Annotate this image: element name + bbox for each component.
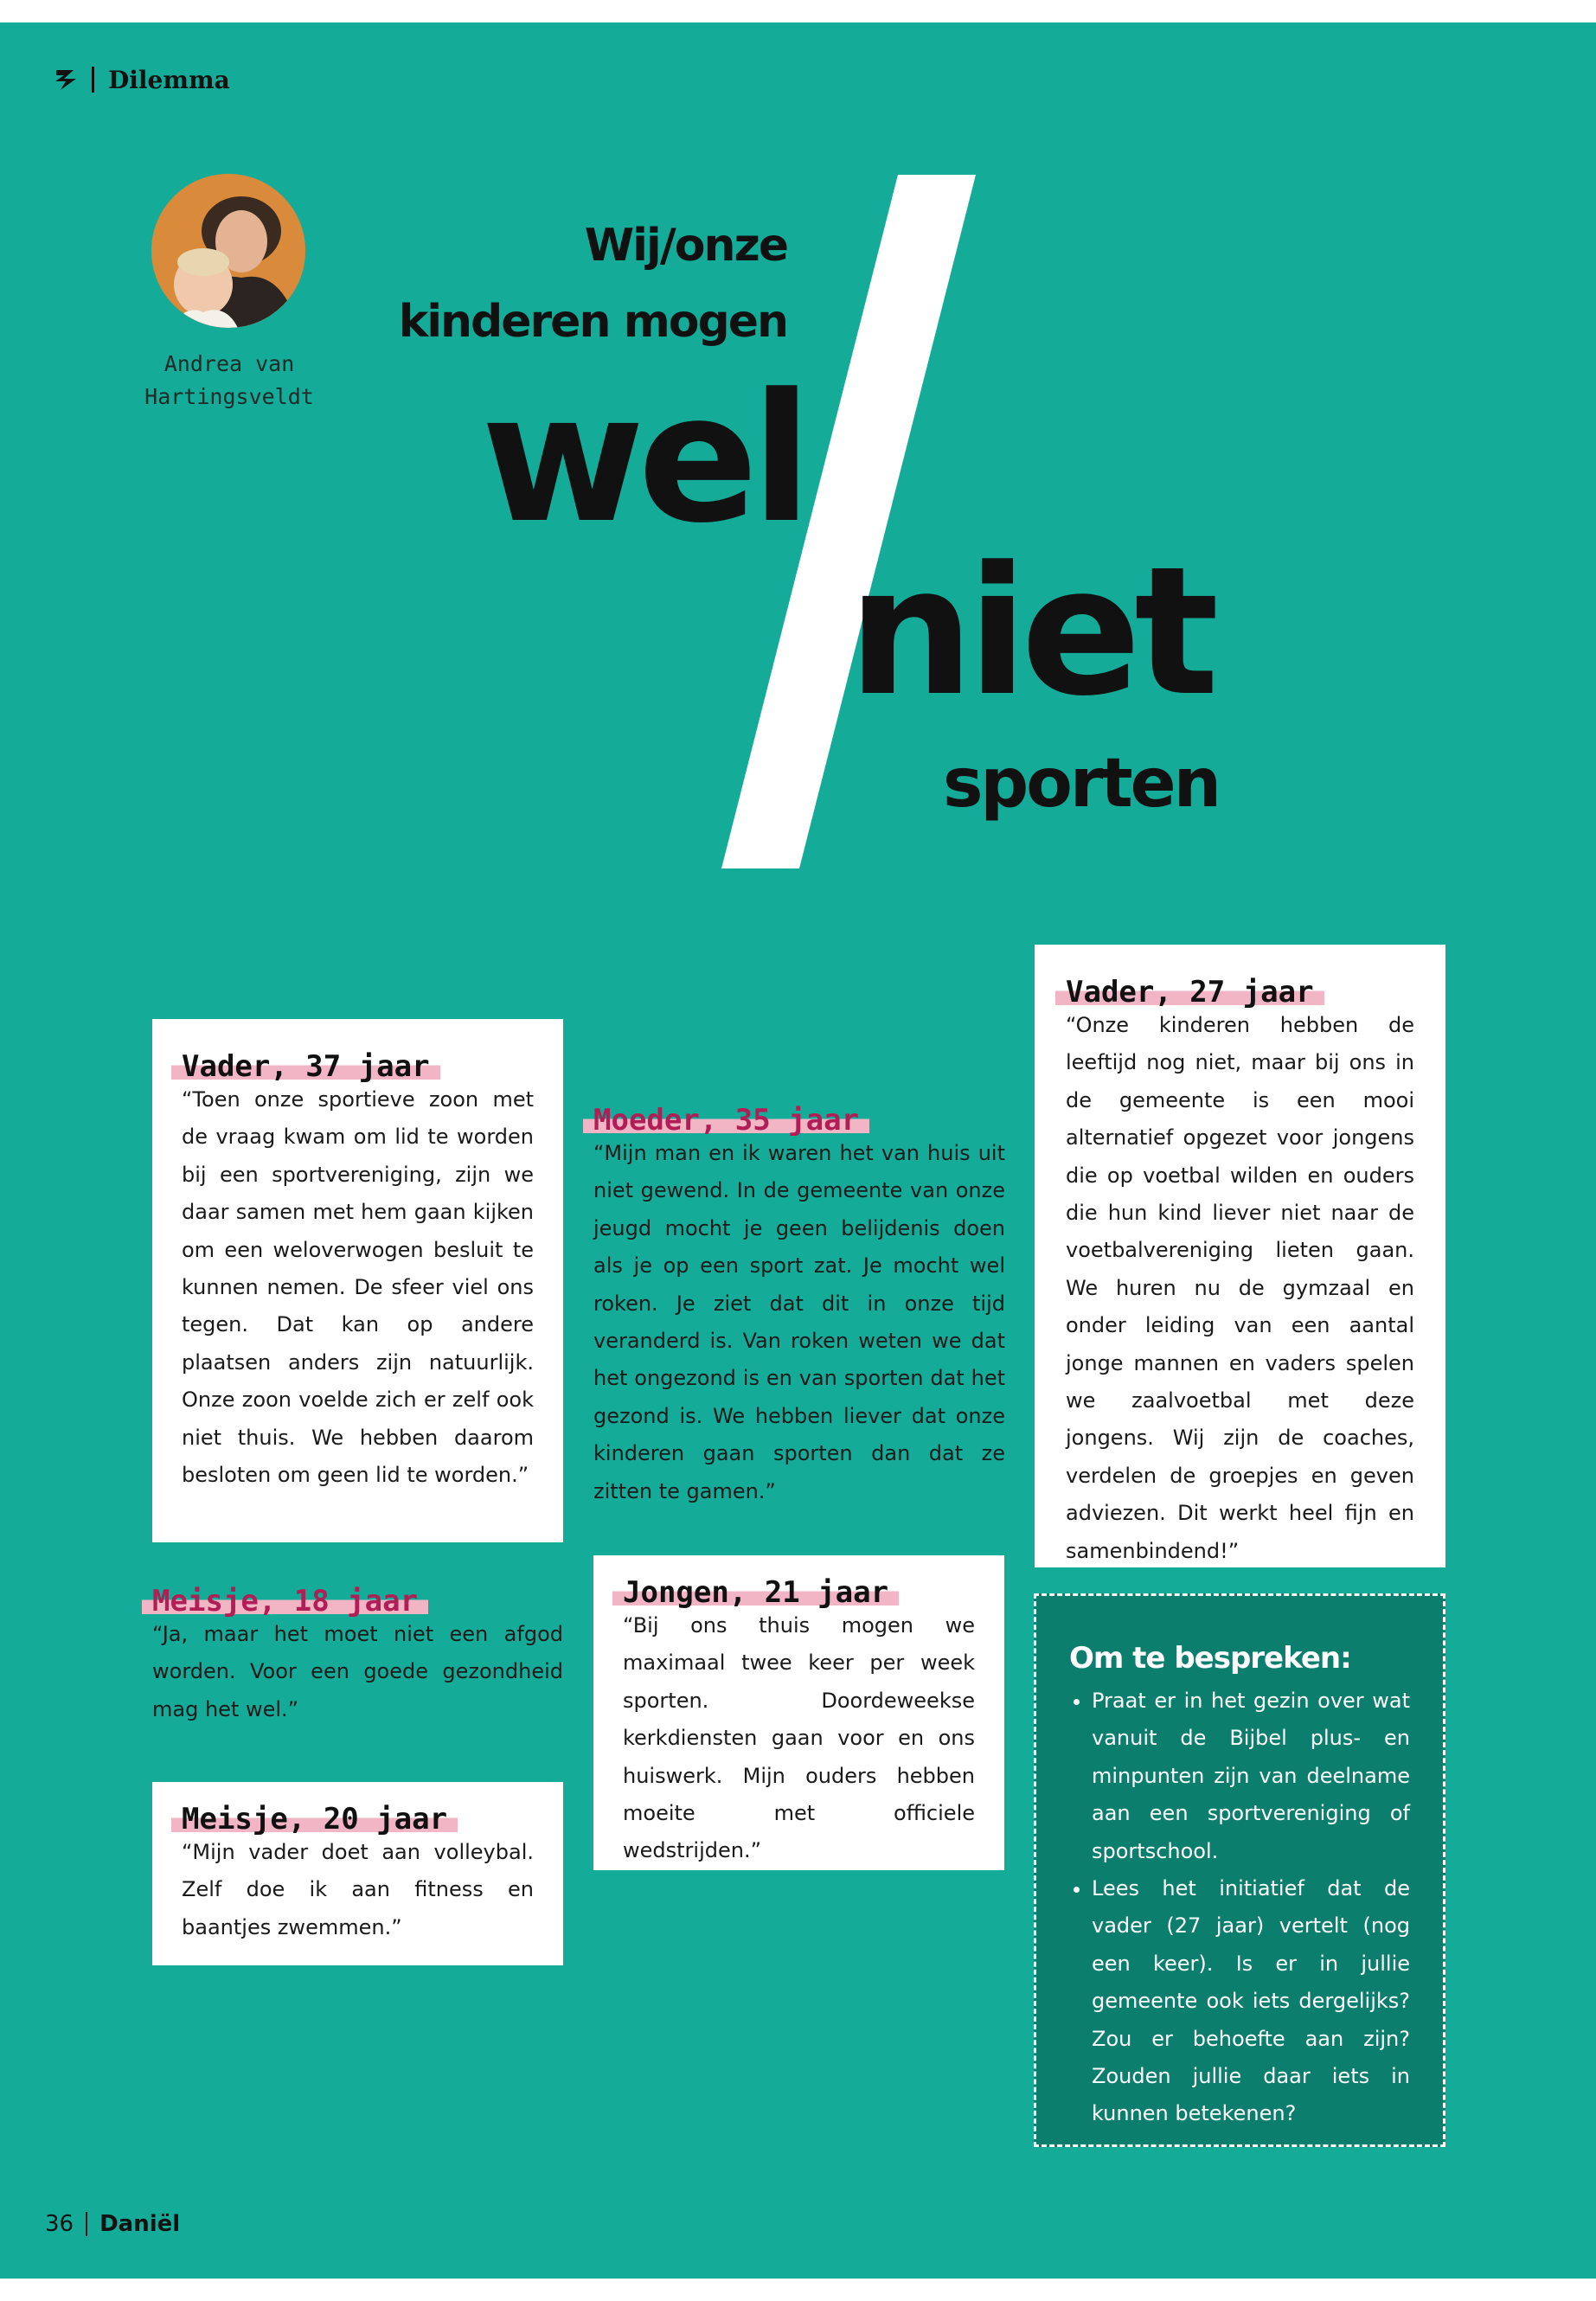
page-number: 36	[45, 2211, 74, 2237]
quote-moeder-35	[593, 1103, 1005, 1510]
author-name-line2: Hartingsveldt	[144, 384, 314, 409]
quote-text: “Onze kinderen hebben de leeftijd nog niet, maar bij ons in de gemeente is een mooi alternatief opgezet voor jongens die op voetbal wilden en ouders die hun kind liever niet naar de voetbalvereniging lieten gaan. We huren nu de gymzaal en onder leiding van een aantal jonge mannen en vaders spelen we zaalvoetbal met deze jongens. Wij zijn de coaches, verdelen de groepjes en geven adviezen. Dit werkt heel fijn en samenbindend!”	[1066, 1013, 1414, 1563]
discussion-box	[1034, 1593, 1445, 2147]
headline-word-niet: niet	[848, 529, 1213, 735]
quote-text: “Mijn man en ik waren het van huis uit niet gewend. In de gemeente van onze jeugd mocht je geen belijdenis doen als je op een sport zat. Je mocht wel roken. Je ziet dat dit in onze tijd veranderd is. Van roken weten we dat het ongezond is en van sporten dat het gezond is. We hebben liever dat onze kinderen gaan sporten dan dat ze zitten te gamen.”	[593, 1141, 1005, 1503]
quote-label: Vader, 27 jaar	[1055, 977, 1324, 1007]
quote-card-jongen-21	[593, 1555, 1004, 1870]
quote-label: Meisje, 18 jaar	[142, 1586, 428, 1616]
quote-text: “Ja, maar het moet niet een afgod worden. Voor een goede gezondheid mag het wel.”	[152, 1622, 563, 1721]
quote-text: “Mijn vader doet aan volleybal. Zelf doe ik aan fitness en baantjes zwemmen.”	[182, 1840, 534, 1939]
discussion-title: Om te bespreken:	[1069, 1641, 1351, 1676]
discussion-list	[1069, 1682, 1410, 2133]
quote-card-meisje-20	[152, 1782, 563, 1965]
discussion-item: • Praat er in het gezin over wat vanuit de Bijbel plus- en minpunten zijn van deelname aan een sportvereniging of sportschool.	[1092, 1682, 1410, 1870]
quote-meisje-18	[152, 1586, 563, 1728]
quote-label: Moeder, 35 jaar	[583, 1106, 869, 1135]
magazine-name: Daniël	[99, 2211, 181, 2237]
quote-label: Vader, 37 jaar	[171, 1052, 440, 1081]
page-footer	[45, 2211, 180, 2237]
magazine-page	[0, 22, 1596, 2279]
quote-label: Meisje, 20 jaar	[171, 1804, 458, 1834]
headline-word-wel: wel	[481, 356, 805, 562]
quote-card-vader-37	[152, 1019, 563, 1542]
headline-word-sporten: sporten	[943, 745, 1220, 823]
footer-divider	[86, 2212, 87, 2236]
quote-text: “Bij ons thuis mogen we maximaal twee keer per week sporten. Doordeweekse kerkdiensten gaan voor en ons huiswerk. Mijn ouders hebben moeite met officiele wedstrijden.”	[623, 1613, 975, 1863]
section-label: Dilemma	[108, 65, 230, 94]
headline-line2: kinderen mogen	[398, 296, 787, 348]
headline-line1: Wij/onze	[584, 220, 787, 272]
discussion-item: • Lees het initiatief dat de vader (27 jaar) vertelt (nog een keer). Is er in jullie gemeente ook iets dergelijks? Zou er behoefte aan zijn? Zouden jullie daar iets in kunnen betekenen?	[1092, 1870, 1410, 2133]
author-name-line1: Andrea van	[163, 351, 295, 376]
quote-text: “Toen onze sportieve zoon met de vraag kwam om lid te worden bij een sportvereniging, zijn we daar samen met hem gaan kijken om een weloverwogen besluit te kunnen nemen. De sfeer viel ons tegen. Dat kan op andere plaatsen anders zijn natuurlijk. Onze zoon voelde zich er zelf ook niet thuis. We hebben daarom besloten om geen lid te worden.”	[182, 1087, 534, 1488]
quote-card-vader-27	[1035, 945, 1445, 1567]
quote-label: Jongen, 21 jaar	[612, 1578, 899, 1607]
